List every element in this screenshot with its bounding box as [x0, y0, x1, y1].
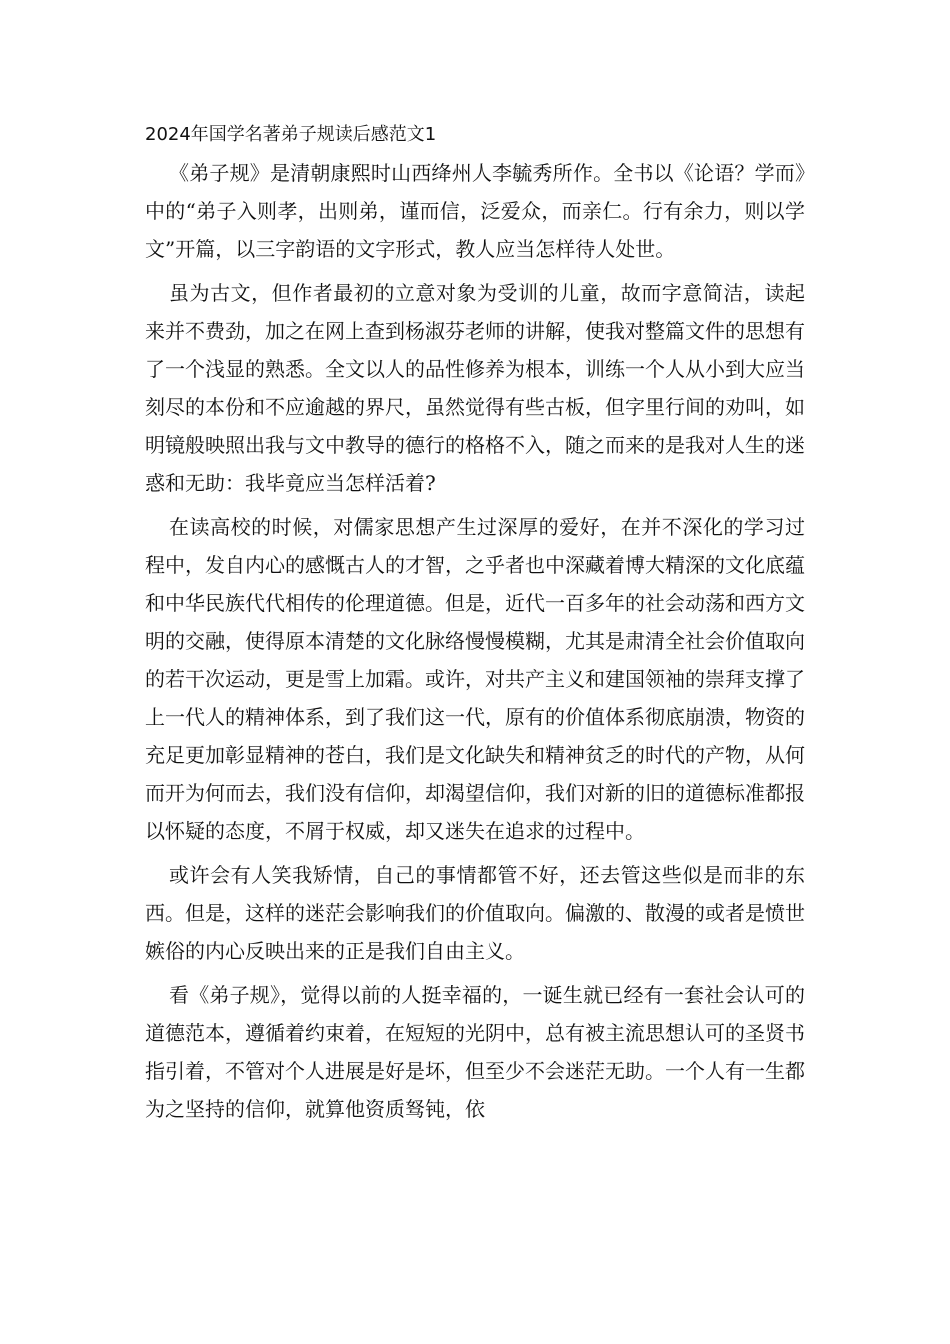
document-body [145, 122, 805, 1134]
paragraph-2: 虽为古文，但作者最初的立意对象为受训的儿童，故而字意简洁，读起来并不费劲，加之在网上查到杨淑芬老师的讲解，使我对整篇文件的思想有了一个浅显的熟悉。全文以人的品性修养为根本，训练一个人从小到大应当刻尽的本份和不应逾越的界尺，虽然觉得有些古板，但字里行间的劝叫，如明镜般映照出我与文中教导的德行的格格不入，随之而来的是我对人生的迷惑和无助：我毕竟应当怎样活着? [145, 281, 805, 495]
paragraph-1: 《弟子规》是清朝康熙时山西绛州人李毓秀所作。全书以《论语？学而》中的“弟子入则孝，出则弟，谨而信，泛爱众，而亲仁。行有余力，则以学文”开篇，以三字韵语的文字形式，教人应当怎样待人处世。 [145, 161, 805, 261]
paragraph-3: 在读高校的时候，对儒家思想产生过深厚的爱好，在并不深化的学习过程中，发自内心的感慨古人的才智，之乎者也中深藏着博大精深的文化底蕴和中华民族代代相传的伦理道德。但是，近代一百多年的社会动荡和西方文明的交融，使得原本清楚的文化脉络慢慢模糊，尤其是肃清全社会价值取向的若干次运动，更是雪上加霜。或许，对共产主义和建国领袖的崇拜支撑了上一代人的精神体系，到了我们这一代，原有的价值体系彻底崩溃，物资的充足更加彰显精神的苍白，我们是文化缺失和精神贫乏的时代的产物，从何而开为何而去，我们没有信仰，却渴望信仰，我们对新的旧的道德标准都报以怀疑的态度，不屑于权威，却又迷失在追求的过程中。 [145, 515, 805, 843]
document-title: 2024年国学名著弟子规读后感范文1 [145, 124, 437, 145]
paragraph-5: 看《弟子规》，觉得以前的人挺幸福的，一诞生就已经有一套社会认可的道德范本，遵循着约束着，在短短的光阴中，总有被主流思想认可的圣贤书指引着，不管对个人进展是好是坏，但至少不会迷茫无助。一个人有一生都为之坚持的信仰，就算他资质驽钝，依 [145, 983, 805, 1121]
paragraph-4: 或许会有人笑我矫情，自己的事情都管不好，还去管这些似是而非的东西。但是，这样的迷茫会影响我们的价值取向。偏激的、散漫的或者是愤世嫉俗的内心反映出来的正是我们自由主义。 [145, 863, 805, 963]
